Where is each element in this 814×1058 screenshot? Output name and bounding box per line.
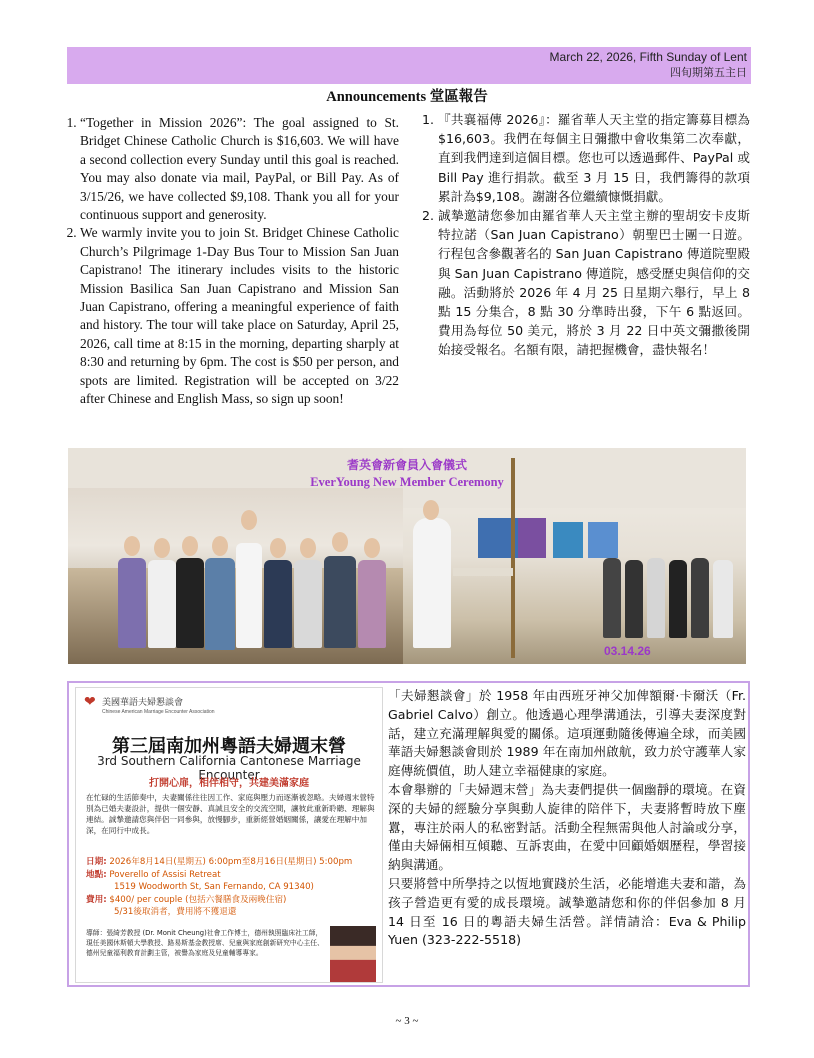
flyer-fee-note: 5/31後取消者，費用將不獲退還 bbox=[114, 907, 237, 917]
chinese-item-1: 1. 『共襄福傳 2026』：羅省華人天主堂的指定籌募目標為$16,603。我們在每個主日彌撒中會收集第二次奉獻，直到我們達到這個目標。您也可以透過郵件、PayPal 或 Bill Pay 進行捐款。截至 3 月 15 日，我們籌得的款項累計為$9,108。謝謝各位繼續慷慨捐獻。 bbox=[438, 110, 750, 206]
flyer-director: 導師：張綺芳教授 (Dr. Monit Cheung)社會工作博士，德州執照臨床社工師，現任美國休斯頓大學教授、路易斯基金教授席、兒童與家庭創新研究中心主任、德州兒童福利教育計劃主管，被譽為家庭及兒童輔導專家。 bbox=[86, 929, 324, 957]
marriage-encounter-box bbox=[67, 681, 750, 987]
english-item-1: 1. “Together in Mission 2026”: The goal assigned to St. Bridget Chinese Catholic Church is $16,603. We will have a second collection every Sunday until this goal is reached. You may also donate via mail, PayPal, or Bill Pay. As of 3/15/26, we have collected $9,108. Thank you all for your continuous support and generosity. bbox=[80, 114, 399, 224]
flyer-place-address: 1519 Woodworth St, San Fernando, CA 91340) bbox=[114, 882, 314, 892]
ceremony-photos bbox=[68, 448, 746, 664]
flyer-fee-label: 費用: bbox=[86, 894, 107, 905]
marriage-paragraph-2: 本會舉辦的「夫婦週末營」為夫妻們提供一個幽靜的環境。在資深的夫婦的經驗分享與動人旋律的陪伴下，夫妻將暫時放下塵囂，專注於兩人的私密對話。活動全程無需與他人討論或分享，僅由夫婦倆相互傾聽、互訴衷曲，在愛中回顧婚姻歷程，學習接納與溝通。 bbox=[388, 781, 746, 873]
marriage-paragraph-1: 「夫婦懇談會」於 1958 年由西班牙神父加俾額爾·卡爾沃（Fr. Gabriel Calvo）創立。他透過心理學溝通法，引導夫妻深度對話，建立充滿理解與愛的關係。這項運動隨後傳遍全球，而美國華語夫婦懇談會則於 1989 年在南加州啟航，致力於守護華人家庭傳統價值，助人建立幸福健康的家庭。 bbox=[388, 688, 746, 779]
page-title: Announcements 堂區報告 bbox=[326, 89, 488, 105]
chinese-announcements bbox=[410, 110, 750, 360]
header-date-line: March 22, 2026, Fifth Sunday of Lent bbox=[549, 50, 747, 64]
header-bar bbox=[67, 47, 751, 84]
marriage-encounter-text bbox=[388, 687, 746, 950]
flyer-place-name: Poverello of Assisi Retreat bbox=[109, 869, 221, 880]
flyer-slogan: 打開心扉，相伴相守，共建美滿家庭 bbox=[149, 778, 309, 789]
flyer-fee-value: $400/ per couple (包括六餐膳食及兩晚住宿) bbox=[109, 894, 287, 905]
heart-logo-icon: ❤ bbox=[84, 695, 96, 710]
photo-caption-en: EverYoung New Member Ceremony bbox=[310, 475, 504, 489]
photo-date: 03.14.26 bbox=[604, 644, 651, 658]
english-announcements bbox=[67, 114, 399, 409]
header-date-line-zh: 四旬期第五主日 bbox=[670, 66, 747, 79]
director-portrait bbox=[330, 926, 376, 982]
page-number: ~ 3 ~ bbox=[395, 1015, 419, 1027]
english-item-2: 2. We warmly invite you to join St. Bridget Chinese Catholic Church’s Pilgrimage 1-Day Bus Tour to Mission San Juan Capistrano! The itinerary includes visits to the historic Mission Basilica San Juan Capistrano and Mission San Juan Capistrano, offering a meaningful experience of faith and history. The tour will take place on Saturday, April 25, 2026, call time at 8:15 in the morning, departing sharply at 8:30 and returning by 6pm. The cost is $50 per person, and spots are limited. Registration will be accepted on 3/22 after Chinese and English Mass, so sign up soon! bbox=[80, 224, 399, 408]
flyer-org-zh: 美國華語夫婦懇談會 bbox=[102, 698, 184, 708]
flyer-date-value: 2026年8月14日(星期五) 6:00pm至8月16日(星期日) 5:00pm bbox=[109, 857, 353, 867]
marriage-paragraph-3: 只要將營中所學持之以恆地實踐於生活，必能增進夫妻和諧，為孩子營造更有愛的成長環境。誠摯邀請您和你的伴侶參加 8 月 14 日至 16 日的粵語夫婦生活營。詳情請洽：Eva & Philip Yuen (323-222-5518) bbox=[388, 875, 746, 948]
flyer-org-en: Chinese American Marriage Encounter Association bbox=[102, 709, 215, 715]
flyer-place-label: 地點: bbox=[86, 869, 107, 880]
chinese-item-2: 2. 誠摯邀請您參加由羅省華人天主堂主辦的聖胡安卡皮斯特拉諾（San Juan Capistrano）朝聖巴士團一日遊。行程包含參觀著名的 San Juan Capistrano 傳道院聖殿與 San Juan Capistrano 傳道院，感受歷史與信仰的交融。活動將於 2026 年 4 月 25 日星期六舉行，早上 8 點 15 分集合，8 點 30 分準時出發，下午 6 點返回。費用為每位 50 美元，將於 3 月 22 日中英文彌撒後開始接受報名。名額有限，請把握機會，盡快報名！ bbox=[438, 206, 750, 360]
flyer-title-en: 3rd Southern California Cantonese Marriage Encounter bbox=[97, 754, 361, 782]
photo-caption-zh: 耆英會新會員入會儀式 bbox=[346, 458, 467, 472]
flyer-date-label: 日期: bbox=[86, 857, 107, 867]
flyer-title-zh: 第三屆南加州粵語夫婦週末營 bbox=[112, 736, 346, 757]
flyer-event-details bbox=[86, 856, 378, 919]
flyer-body: 在忙碌的生活節奏中，夫妻關係往往因工作、家庭與壓力而逐漸被忽略。夫婦週末營特別為已婚夫妻設計，提供一個安靜、真誠且安全的交流空間，讓彼此重新聆聽、理解與連結。誠摯邀請您與伴侶一同參與，放慢腳步，重新經營婚姻關係，讓愛在理解中加深，在同行中成長。 bbox=[86, 793, 375, 835]
marriage-encounter-flyer bbox=[75, 687, 383, 983]
